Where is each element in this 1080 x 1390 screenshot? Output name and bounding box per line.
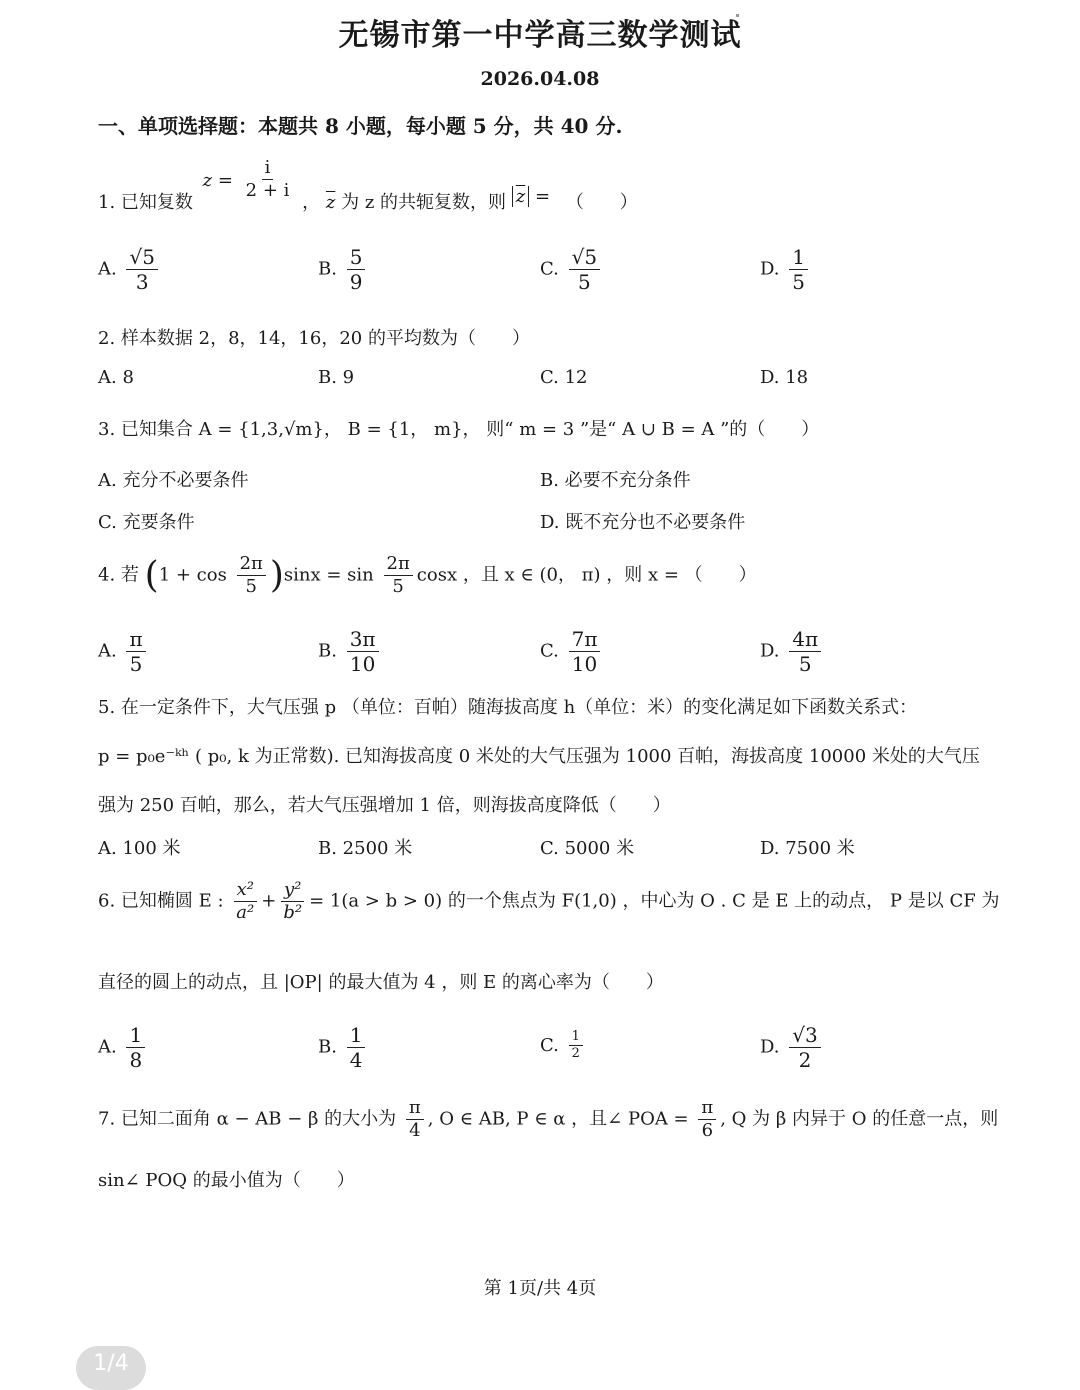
frac-den: 5 [792,270,805,294]
q1-z-eq: z = [202,170,233,192]
q1-label: 1. 已知复数 [98,192,193,214]
q7-mid: , O ∈ AB, P ∈ α ，且∠ POA = [427,1108,689,1130]
q6-frac-y [280,880,305,923]
q4-open-paren: ( [144,554,159,596]
option-letter: B. [318,1036,337,1058]
frac-num: π [406,1098,424,1120]
q4-option-b[interactable] [318,628,383,675]
q3-option-c[interactable]: C. 充要条件 [98,512,195,533]
q7-frac-1 [406,1098,424,1141]
option-letter: C. [540,1034,559,1056]
q1-option-d[interactable] [760,246,812,293]
q4-close-paren: ) [269,554,284,596]
option-letter: A. [98,640,117,662]
frac-num: 4π [789,628,821,652]
option-fraction [347,246,366,293]
q1-fraction [243,158,293,201]
option-letter: A. [98,1036,117,1058]
frac-num: 2π [384,554,413,576]
frac-den: b² [283,901,303,923]
q1-abs-z: $\overline{z}$ [515,186,526,208]
option-letter: B. [318,258,337,280]
page-title: 无锡市第一中学高三数学测试 [338,18,742,53]
q5-option-c[interactable]: C. 5000 米 [540,838,635,859]
question-6-line-2: 直径的圆上的动点，且 |OP| 的最大值为 4 ，则 E 的离心率为（ ） [98,972,664,993]
q5-option-a[interactable]: A. 100 米 [98,838,181,859]
q3-option-b[interactable]: B. 必要不充分条件 [540,470,691,491]
option-fraction [789,1024,820,1071]
frac-den: 5 [577,270,591,294]
q7-pre: 7. 已知二面角 α − AB − β 的大小为 [98,1108,397,1130]
page-indicator[interactable]: 1/4 [76,1346,146,1390]
q1-zbar: $\overline{z}$ [325,192,336,214]
q6-option-d[interactable] [760,1024,825,1071]
question-4 [98,554,757,597]
frac-num: y² [281,880,304,902]
frac-num: π [698,1098,716,1120]
q5-option-d[interactable]: D. 7500 米 [760,838,855,859]
frac-num: x² [234,880,257,902]
option-fraction [347,628,379,675]
q7-tail: , Q 为 β 内异于 O 的任意一点，则 [720,1108,999,1130]
q6-option-a[interactable] [98,1024,149,1071]
question-7-line-2: sin∠ POQ 的最小值为（ ） [98,1170,355,1191]
question-3: 3. 已知集合 A = {1,3,√m}， B = {1， m}， 则“ m = 3 ”是“ A ∪ B = A ”的（ ） [98,419,820,440]
frac-num: 1 [126,1024,145,1048]
option-fraction [126,246,157,293]
frac-den: 5 [392,575,404,597]
frac-den: 5 [129,652,143,676]
frac-num: 1 [789,246,808,270]
q1-option-c[interactable] [540,246,604,293]
question-2: 2. 样本数据 2，8，14，16，20 的平均数为（ ） [98,328,530,349]
q4-frac-2 [384,554,413,597]
frac-den: a² [236,901,255,923]
option-letter: D. [760,640,780,662]
page-footer: 第 1页/共 4页 [483,1278,597,1299]
q2-option-c[interactable]: C. 12 [540,367,588,388]
frac-den: 2 [571,1046,580,1062]
question-1 [98,157,638,214]
q4-option-d[interactable] [760,628,825,675]
frac-num: 7π [569,628,601,652]
option-letter: B. [318,640,337,662]
exam-date: 2026.04.08 [480,68,600,90]
section-heading: 一、单项选择题：本题共 8 小题，每小题 5 分，共 40 分. [98,114,623,138]
option-fraction [126,628,145,675]
q1-option-a[interactable] [98,246,162,293]
frac-num: √5 [569,246,600,270]
frac-num: 3π [347,628,379,652]
frac-den: 3 [135,270,149,294]
question-6-line-1 [98,880,999,923]
q1-eq: = [534,186,551,208]
option-letter: D. [760,1036,780,1058]
q1-comma: ， [302,192,321,214]
option-letter: C. [540,258,559,280]
frac-num: √5 [126,246,157,270]
option-letter: D. [760,258,780,280]
option-fraction [569,628,601,675]
frac-num: 2π [237,554,266,576]
frac-den: 5 [245,575,257,597]
q1-abs [512,186,529,207]
q6-tail: = 1(a > b > 0) 的一个焦点为 F(1,0) ，中心为 O . C 是 E 上的动点， P 是以 CF 为 [309,890,1000,912]
option-fraction [789,628,821,675]
q4-one-cos: 1 + cos [158,564,227,586]
q1-tail: 为 z 的共轭复数，则 [341,192,507,214]
frac-den: 9 [349,270,363,294]
question-5-line-2: p = p₀e⁻ᵏʰ ( p₀, k 为正常数). 已知海拔高度 0 米处的大气压强为 1000 百帕，海拔高度 10000 米处的大气压 [98,746,980,767]
option-letter: A. [98,258,117,280]
option-fraction [789,246,808,293]
frac-num: 5 [347,246,366,270]
frac-den: 10 [349,652,376,676]
frac-num: 1 [569,1030,583,1046]
frac-num: √3 [789,1024,820,1048]
q6-plus: + [261,890,277,912]
q7-frac-2 [698,1098,716,1141]
q6-option-b[interactable] [318,1024,369,1071]
q3-option-d[interactable]: D. 既不充分也不必要条件 [540,512,746,533]
frac-den: 5 [798,652,812,676]
q1-frac-den: 2 + i [245,179,290,201]
frac-den: 6 [701,1119,714,1141]
q1-option-b[interactable] [318,246,369,293]
q6-frac-x [233,880,257,923]
q2-option-a[interactable]: A. 8 [98,367,134,388]
q2-option-b[interactable]: B. 9 [318,367,355,388]
frac-den: 4 [349,1048,363,1072]
frac-num: 1 [347,1024,366,1048]
q2-option-d[interactable]: D. 18 [760,367,809,388]
q6-option-c[interactable] [540,1030,587,1062]
question-5-line-3: 强为 250 百帕，那么，若大气压强增加 1 倍，则海拔高度降低（ ） [98,795,671,816]
q4-tail: cosx ，且 x ∈ (0， π) ，则 x = （ ） [416,564,757,586]
q4-pre: 4. 若 [98,564,139,586]
q4-mid: sinx = sin [283,564,374,586]
question-5-line-1: 5. 在一定条件下，大气压强 p （单位：百帕）随海拔高度 h（单位：米）的变化满足如下函数关系式： [98,697,918,718]
frac-den: 4 [409,1119,421,1141]
q4-option-c[interactable] [540,628,604,675]
option-fraction [569,1030,583,1062]
q1-frac-num: i [262,158,274,180]
q3-option-a[interactable]: A. 充分不必要条件 [98,470,249,491]
option-letter: C. [540,640,559,662]
q4-frac-1 [237,554,266,597]
frac-num: π [126,628,145,652]
option-fraction [569,246,600,293]
q4-option-a[interactable] [98,628,150,675]
frac-den: 2 [798,1048,812,1072]
option-fraction [126,1024,145,1071]
q5-option-b[interactable]: B. 2500 米 [318,838,413,859]
option-fraction [347,1024,366,1071]
q6-pre: 6. 已知椭圆 E : [98,890,224,912]
frac-den: 10 [571,652,598,676]
question-7-line-1 [98,1098,998,1141]
frac-den: 8 [129,1048,143,1072]
q1-paren: （ ） [565,192,638,214]
